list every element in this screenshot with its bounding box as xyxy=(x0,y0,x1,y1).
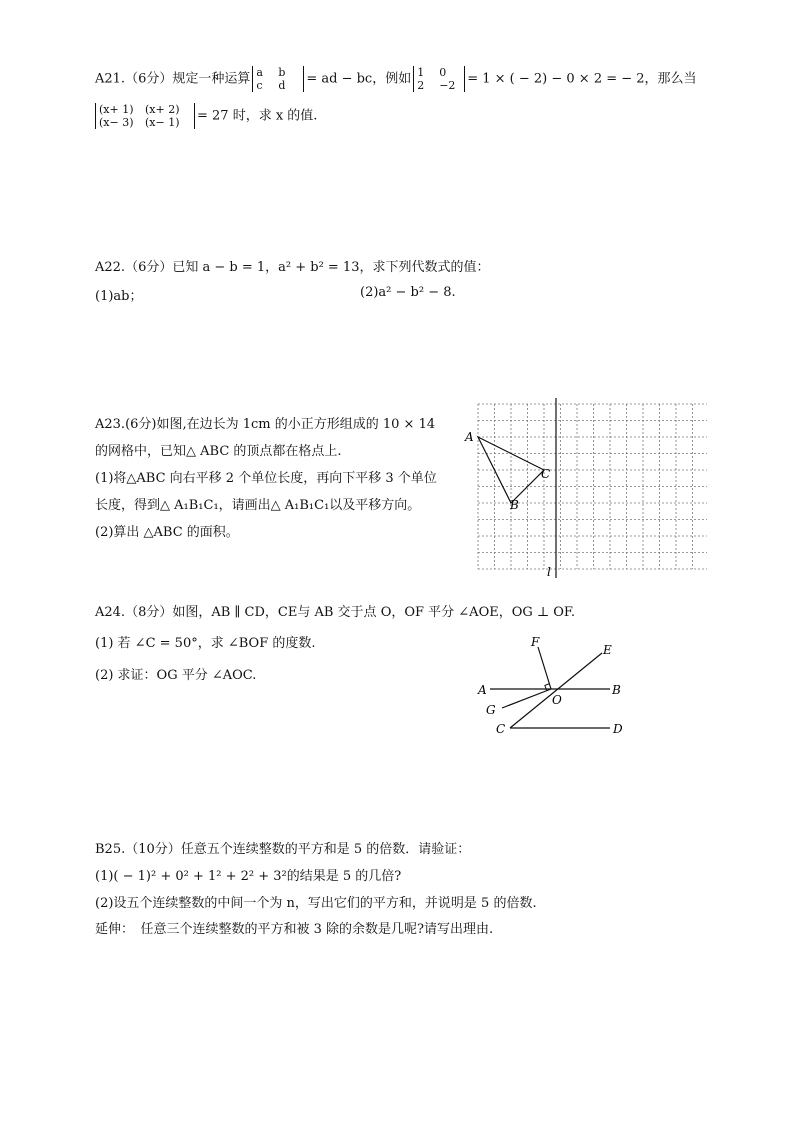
label-c: C xyxy=(496,722,506,736)
q23-grid-figure xyxy=(462,398,707,583)
q21-line1 xyxy=(95,66,697,92)
q25-line1: B25.（10分）任意五个连续整数的平方和是 5 的倍数．请验证： xyxy=(95,842,471,857)
q21-question-rhs: = 27 时，求 x 的值. xyxy=(197,108,318,124)
q23-line5: (2)算出 △ABC 的面积。 xyxy=(95,525,239,540)
label-l: l xyxy=(547,565,551,579)
q25-extension: 延伸： 任意三个连续整数的平方和被 3 除的余数是几呢?请写出理由. xyxy=(95,922,494,937)
q24-angle-figure xyxy=(470,630,630,745)
q21-def-rhs: = ad − bc，例如 xyxy=(306,71,412,87)
label-f: F xyxy=(531,635,540,649)
q22-part2: (2)a² − b² − 8. xyxy=(360,285,456,300)
label-b: B xyxy=(510,498,519,512)
label-e: E xyxy=(603,643,612,657)
q21-example-rhs: = 1 × ( − 2) − 0 × 2 = − 2，那么当 xyxy=(467,71,697,87)
q22-part1: (1)ab； xyxy=(95,289,143,304)
q24-line1: A24.（8分）如图，AB ∥ CD，CE与 AB 交于点 O，OF 平分 ∠AOE，OG ⊥ OF. xyxy=(95,605,576,620)
line-ce xyxy=(510,653,602,728)
label-o: O xyxy=(552,693,562,707)
determinant-definition: a b c d xyxy=(252,66,304,92)
label-b: B xyxy=(612,683,621,697)
q23-line4: 长度，得到△ A₁B₁C₁，请画出△ A₁B₁C₁以及平移方向。 xyxy=(95,498,421,513)
label-a: A xyxy=(478,683,487,697)
grid-lines xyxy=(478,404,707,569)
q22-line1: A22.（6分）已知 a − b = 1，a² + b² = 13，求下列代数式的值： xyxy=(95,260,490,275)
label-d: D xyxy=(613,722,623,736)
determinant-example: 1 0 2 −2 xyxy=(413,66,465,92)
label-a: A xyxy=(465,430,474,444)
label-c: C xyxy=(541,467,551,481)
determinant-question: (x+ 1) (x+ 2) (x− 3) (x− 1) xyxy=(95,103,195,129)
q23-line1: A23.(6分)如图,在边长为 1cm 的小正方形组成的 10 × 14 xyxy=(95,417,436,432)
q24-part1: (1) 若 ∠C = 50°，求 ∠BOF 的度数. xyxy=(95,636,316,651)
label-g: G xyxy=(486,703,496,717)
ray-of xyxy=(538,647,551,689)
q21-line2 xyxy=(93,103,317,129)
q21-prefix: A21.（6分）规定一种运算 xyxy=(95,71,251,87)
q25-part2: (2)设五个连续整数的中间一个为 n，写出它们的平方和，并说明是 5 的倍数. xyxy=(95,896,537,911)
q23-line2: 的网格中，已知△ ABC 的顶点都在格点上. xyxy=(95,444,342,459)
q25-part1: (1)( − 1)² + 0² + 1² + 2² + 3²的结果是 5 的几倍? xyxy=(95,869,402,884)
ray-og xyxy=(502,689,551,708)
q23-line3: (1)将△ABC 向右平移 2 个单位长度，再向下平移 3 个单位 xyxy=(95,471,437,486)
q24-part2: (2) 求证：OG 平分 ∠AOC. xyxy=(95,668,257,683)
